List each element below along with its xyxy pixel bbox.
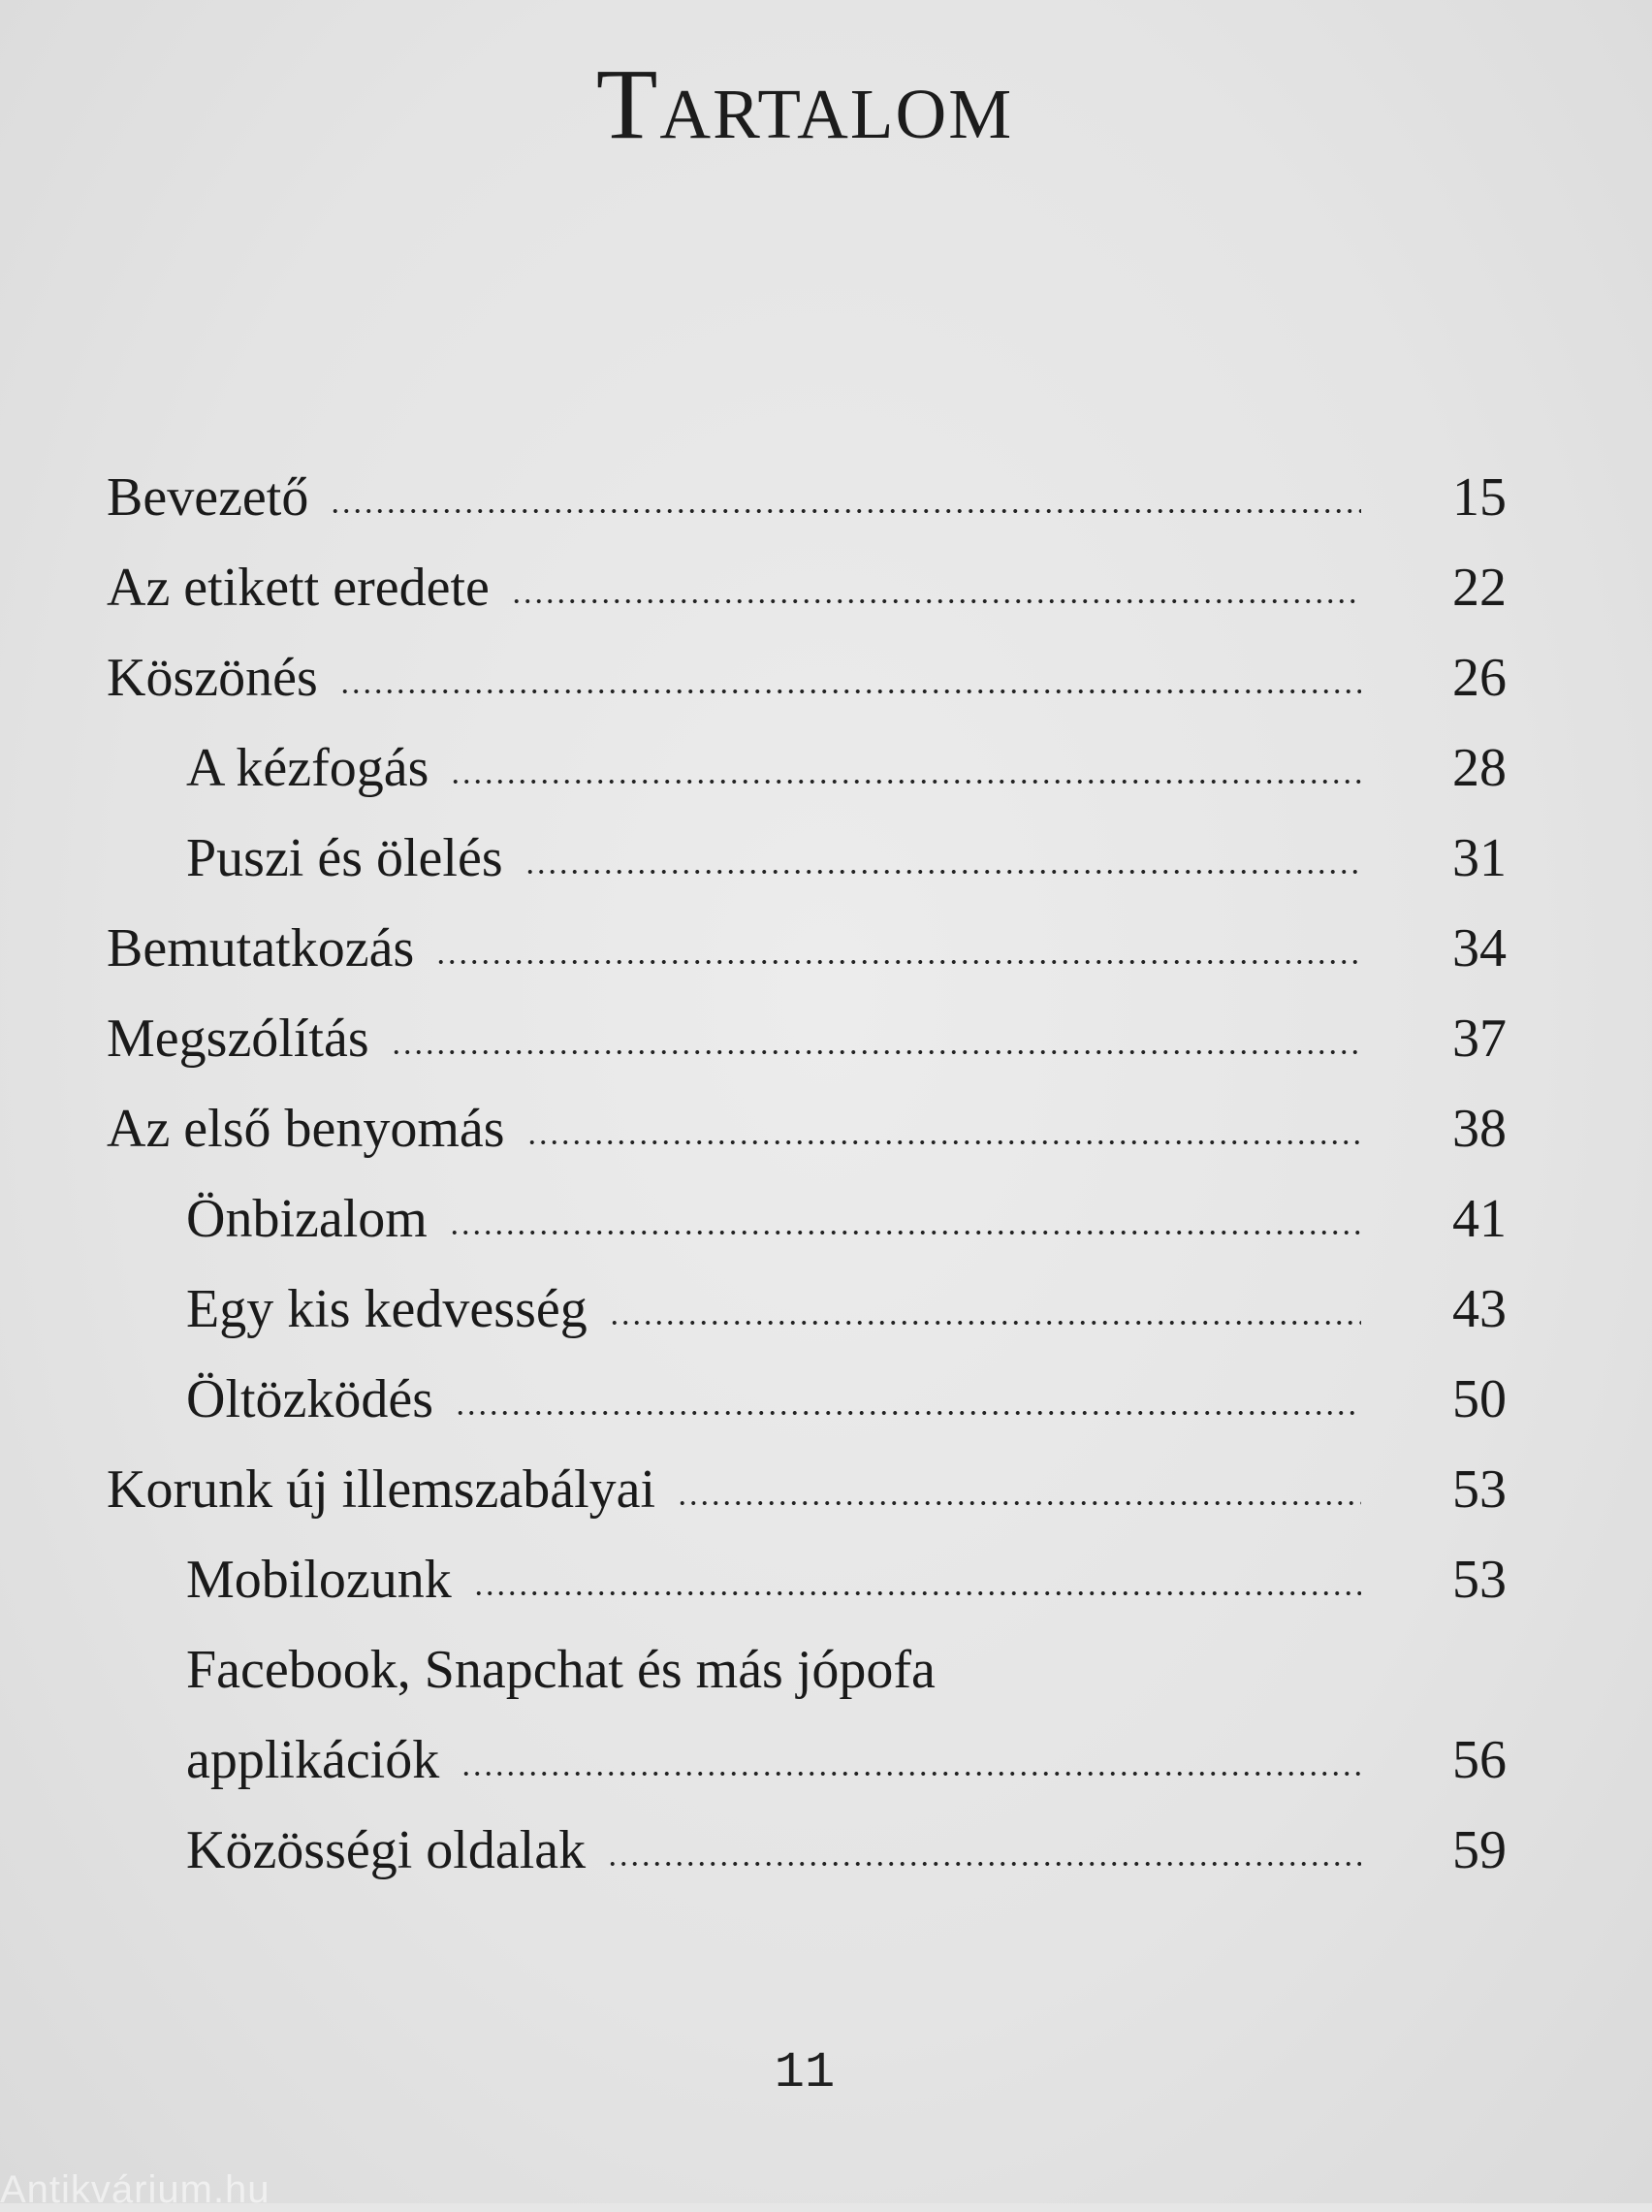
toc-entry	[107, 1454, 1507, 1525]
toc-entry-label: Puszi és ölelés	[186, 828, 503, 888]
toc-entry-page: 38	[1452, 1099, 1507, 1159]
toc-entry	[107, 642, 1507, 714]
toc-entry-label: applikációk	[186, 1730, 440, 1790]
dot-leader	[524, 822, 1361, 894]
dot-leader	[330, 462, 1361, 533]
dot-leader	[526, 1093, 1361, 1165]
toc-entry-page: 56	[1452, 1730, 1507, 1790]
toc-entry-page: 53	[1452, 1550, 1507, 1610]
toc-entry-label: Köszönés	[107, 648, 318, 708]
dot-leader	[609, 1273, 1361, 1345]
toc-entry	[107, 913, 1507, 984]
dot-leader	[339, 642, 1361, 714]
toc-subentry	[186, 1544, 1507, 1616]
toc-entry-label: Facebook, Snapchat és más jópofa	[186, 1640, 936, 1700]
toc-entry-page: 34	[1452, 918, 1507, 978]
toc-entry-label: Közösségi oldalak	[186, 1820, 587, 1880]
toc-subentry	[186, 1724, 1507, 1796]
toc-subentry	[186, 1814, 1507, 1886]
toc-entry-label: Öltözködés	[186, 1369, 434, 1429]
dot-leader	[450, 732, 1361, 804]
toc-entry-page: 28	[1452, 738, 1507, 798]
toc-entry-page: 22	[1452, 558, 1507, 618]
toc-entry-label: Korunk új illemszabályai	[107, 1459, 656, 1520]
page-number: 11	[774, 2044, 836, 2101]
toc-entry-page: 26	[1452, 648, 1507, 708]
toc-subentry	[186, 1183, 1507, 1255]
toc-entry	[107, 462, 1507, 533]
toc-entry	[107, 1003, 1507, 1074]
toc-subentry	[186, 1363, 1507, 1435]
toc-subentry	[186, 1273, 1507, 1345]
toc-subentry	[186, 822, 1507, 894]
toc-entry-label: Egy kis kedvesség	[186, 1279, 588, 1339]
dot-leader	[435, 913, 1361, 984]
toc-subentry-first-line	[186, 1634, 1507, 1706]
toc-entry-label: Megszólítás	[107, 1009, 369, 1069]
dot-leader	[455, 1363, 1361, 1435]
toc-entry	[107, 1093, 1507, 1165]
dot-leader	[391, 1003, 1361, 1074]
dot-leader	[461, 1724, 1361, 1796]
toc-entry-label: A kézfogás	[186, 738, 429, 798]
watermark: Antikvárium.hu	[0, 2168, 270, 2211]
toc-entry-page: 15	[1452, 467, 1507, 528]
toc-entry-page: 31	[1452, 828, 1507, 888]
toc-entry-label: Az első benyomás	[107, 1099, 505, 1159]
toc-entry-label: Önbizalom	[186, 1189, 428, 1249]
toc-subentry	[186, 732, 1507, 804]
toc-entry-page: 53	[1452, 1459, 1507, 1520]
toc-entry-page: 41	[1452, 1189, 1507, 1249]
toc-entry-label: Az etikett eredete	[107, 558, 490, 618]
dot-leader	[511, 552, 1361, 624]
toc-entry-label: Bevezető	[107, 467, 309, 528]
toc-entry-label: Mobilozunk	[186, 1550, 452, 1610]
toc-entry-label: Bemutatkozás	[107, 918, 415, 978]
toc-entry	[107, 552, 1507, 624]
toc-entry-page: 59	[1452, 1820, 1507, 1880]
toc-entry-page: 37	[1452, 1009, 1507, 1069]
dot-leader	[677, 1454, 1361, 1525]
dot-leader	[449, 1183, 1361, 1255]
dot-leader	[473, 1544, 1361, 1616]
dot-leader	[607, 1814, 1361, 1886]
toc-entry-page: 50	[1452, 1369, 1507, 1429]
toc-entry-page: 43	[1452, 1279, 1507, 1339]
page-title: Tartalom	[595, 48, 1014, 160]
